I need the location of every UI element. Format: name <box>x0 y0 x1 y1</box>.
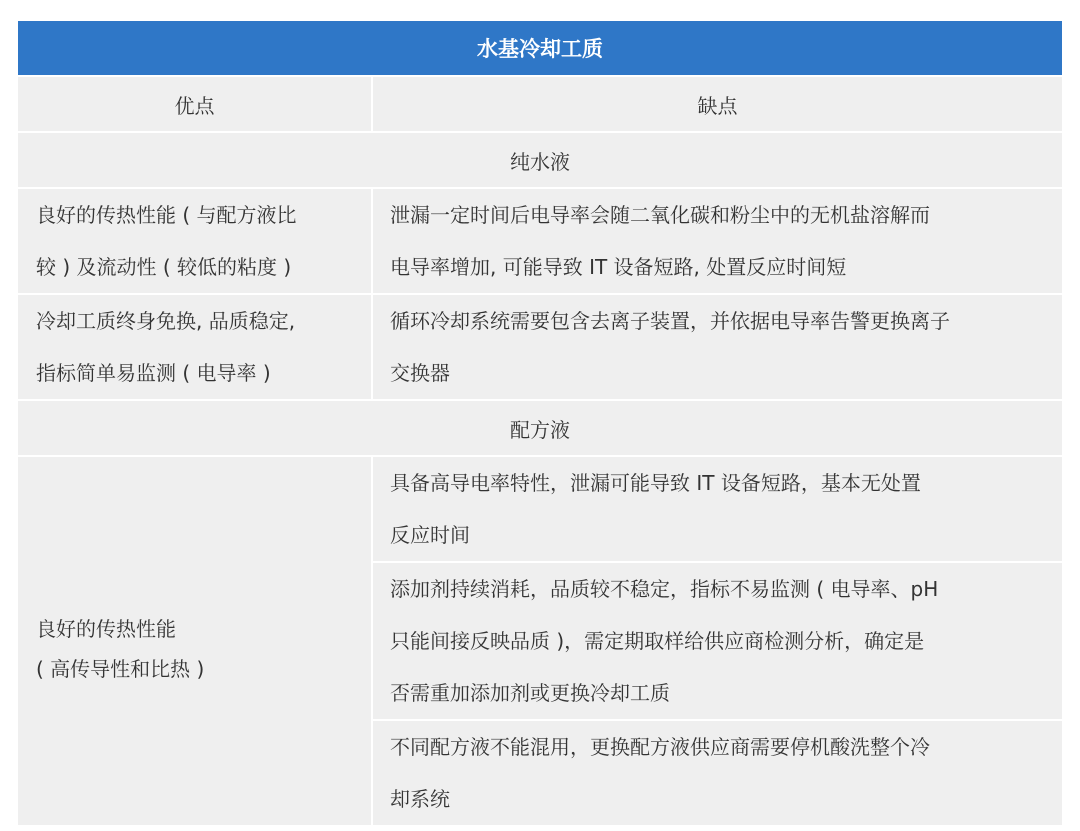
pros-header: 优点 <box>17 76 372 132</box>
table-title: 水基冷却工质 <box>17 20 1063 76</box>
pros-cell <box>17 294 372 400</box>
cons-line: 具备高导电率特性，泄漏可能导致 IT 设备短路，基本无处置 <box>390 471 921 495</box>
title-row <box>17 20 1063 76</box>
cons-line: 添加剂持续消耗，品质较不稳定，指标不易监测 ( 电导率、pH <box>390 577 939 601</box>
cons-cell <box>372 294 1063 400</box>
pros-line: 良好的传热性能 ( 与配方液比 <box>36 203 297 227</box>
cons-line: 电导率增加, 可能导致 IT 设备短路, 处置反应时间短 <box>390 255 847 279</box>
section-row-pure-water <box>17 132 1063 188</box>
cons-line: 交换器 <box>390 361 450 385</box>
cons-line: 却系统 <box>390 787 450 811</box>
cons-line: 只能间接反映品质 )，需定期取样给供应商检测分析，确定是 <box>390 629 925 653</box>
section-title-pure-water: 纯水液 <box>17 132 1063 188</box>
table-row <box>17 456 1063 562</box>
pros-line: 指标简单易监测 ( 电导率 ) <box>36 361 271 385</box>
header-row <box>17 76 1063 132</box>
comparison-table-wrapper <box>16 19 1062 827</box>
pros-line: ( 高传导性和比热 ) <box>36 657 205 681</box>
pros-cell <box>17 188 372 294</box>
section-row-formula <box>17 400 1063 456</box>
cons-cell <box>372 720 1063 826</box>
cons-cell <box>372 562 1063 720</box>
section-title-formula: 配方液 <box>17 400 1063 456</box>
cons-line: 反应时间 <box>390 523 470 547</box>
cons-cell <box>372 188 1063 294</box>
table-row <box>17 188 1063 294</box>
table-row <box>17 294 1063 400</box>
pros-line: 良好的传热性能 <box>36 617 176 641</box>
cons-line: 不同配方液不能混用，更换配方液供应商需要停机酸洗整个冷 <box>390 735 930 759</box>
cons-line: 否需重加添加剂或更换冷却工质 <box>390 681 670 705</box>
cons-line: 泄漏一定时间后电导率会随二氧化碳和粉尘中的无机盐溶解而 <box>390 203 930 227</box>
pros-line: 较 ) 及流动性 ( 较低的粘度 ) <box>36 255 292 279</box>
pros-line: 冷却工质终身免换, 品质稳定, <box>36 309 296 333</box>
pros-cell-formula <box>17 456 372 826</box>
comparison-table <box>16 19 1064 827</box>
cons-header: 缺点 <box>372 76 1063 132</box>
cons-line: 循环冷却系统需要包含去离子装置，并依据电导率告警更换离子 <box>390 309 950 333</box>
cons-cell <box>372 456 1063 562</box>
